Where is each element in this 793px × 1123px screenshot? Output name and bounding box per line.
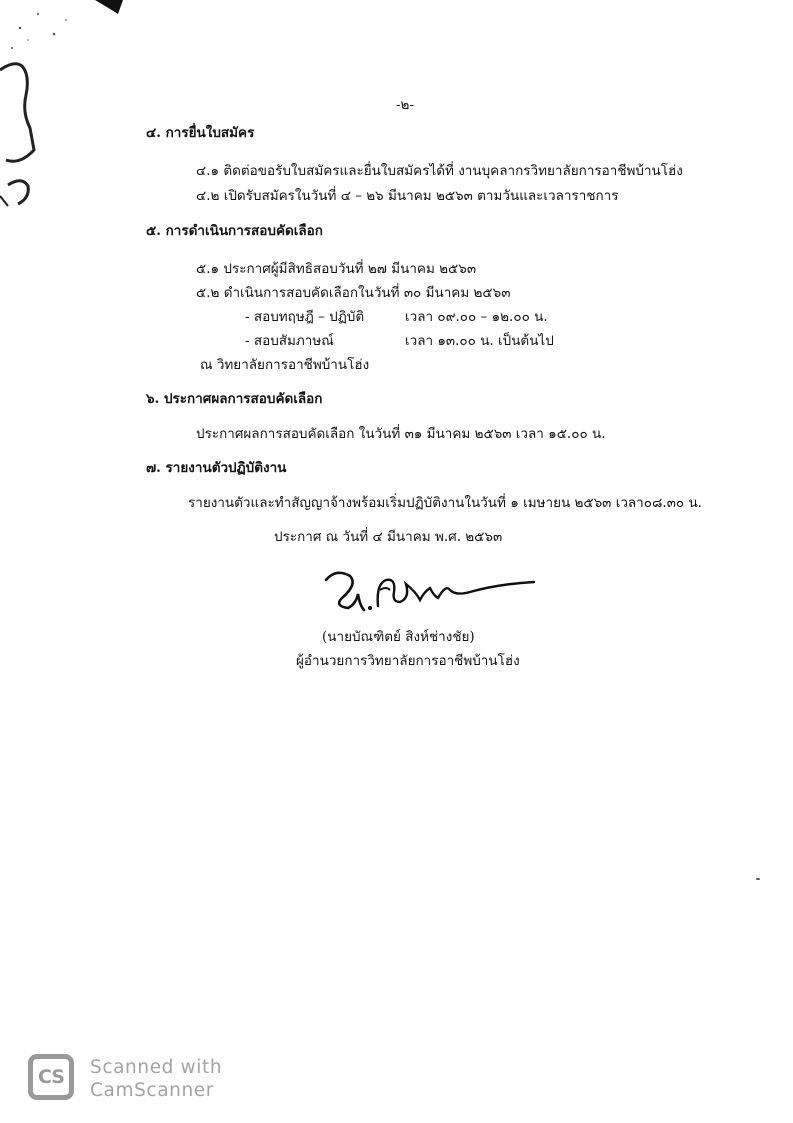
signer-name: (นายบัณฑิตย์ สิงห์ช่างชัย)	[322, 629, 475, 645]
exam-theory-time: เวลา ๐๙.๐๐ – ๑๒.๐๐ น.	[405, 309, 548, 325]
section-4-line-2: ๔.๒ เปิดรับสมัครในวันที่ ๔ – ๒๖ มีนาคม ๒๕๖๓ ตามวันและเวลาราชการ	[196, 188, 619, 204]
watermark-line-2: CamScanner	[90, 1080, 214, 1101]
camscanner-watermark-text	[90, 1056, 222, 1102]
page-number: -๒-	[396, 97, 415, 113]
section-7-line-1: รายงานตัวและทำสัญญาจ้างพร้อมเริ่มปฏิบัติงานในวันที่ ๑ เมษายน ๒๕๖๓ เวลา๐๘.๓๐ น.	[188, 495, 702, 511]
announcement-date: ประกาศ ณ วันที่ ๔ มีนาคม พ.ศ. ๒๕๖๓	[274, 529, 503, 545]
section-4-heading: ๔. การยื่นใบสมัคร	[146, 125, 255, 141]
signer-position: ผู้อำนวยการวิทยาลัยการอาชีพบ้านโฮ่ง	[296, 653, 520, 669]
exam-venue: ณ วิทยาลัยการอาชีพบ้านโฮ่ง	[200, 357, 370, 373]
exam-interview-time: เวลา ๑๓.๐๐ น. เป็นต้นไป	[405, 333, 554, 349]
section-6-line-1: ประกาศผลการสอบคัดเลือก ในวันที่ ๓๑ มีนาคม ๒๕๖๓ เวลา ๑๕.๐๐ น.	[196, 426, 606, 442]
exam-theory-label: - สอบทฤษฎี – ปฏิบัติ	[245, 309, 365, 325]
section-5-heading: ๕. การดำเนินการสอบคัดเลือก	[146, 223, 323, 239]
section-5-line-1: ๕.๑ ประกาศผู้มีสิทธิสอบวันที่ ๒๗ มีนาคม ๒๕๖๓	[196, 261, 477, 277]
section-4-line-1: ๔.๑ ติดต่อขอรับใบสมัครและยื่นใบสมัครได้ที่ งานบุคลากรวิทยาลัยการอาชีพบ้านโฮ่ง	[196, 163, 683, 179]
exam-interview-label: - สอบสัมภาษณ์	[245, 333, 334, 349]
signature	[320, 562, 550, 622]
section-5-line-2: ๕.๒ ดำเนินการสอบคัดเลือกในวันที่ ๓๐ มีนาคม ๒๕๖๓	[196, 285, 511, 301]
watermark-line-1: Scanned with	[90, 1057, 223, 1078]
section-7-heading: ๗. รายงานตัวปฏิบัติงาน	[146, 460, 287, 476]
section-6-heading: ๖. ประกาศผลการสอบคัดเลือก	[146, 391, 323, 407]
scan-speck	[756, 878, 760, 880]
camscanner-logo: CS	[28, 1054, 74, 1100]
scan-artifact	[0, 0, 130, 220]
